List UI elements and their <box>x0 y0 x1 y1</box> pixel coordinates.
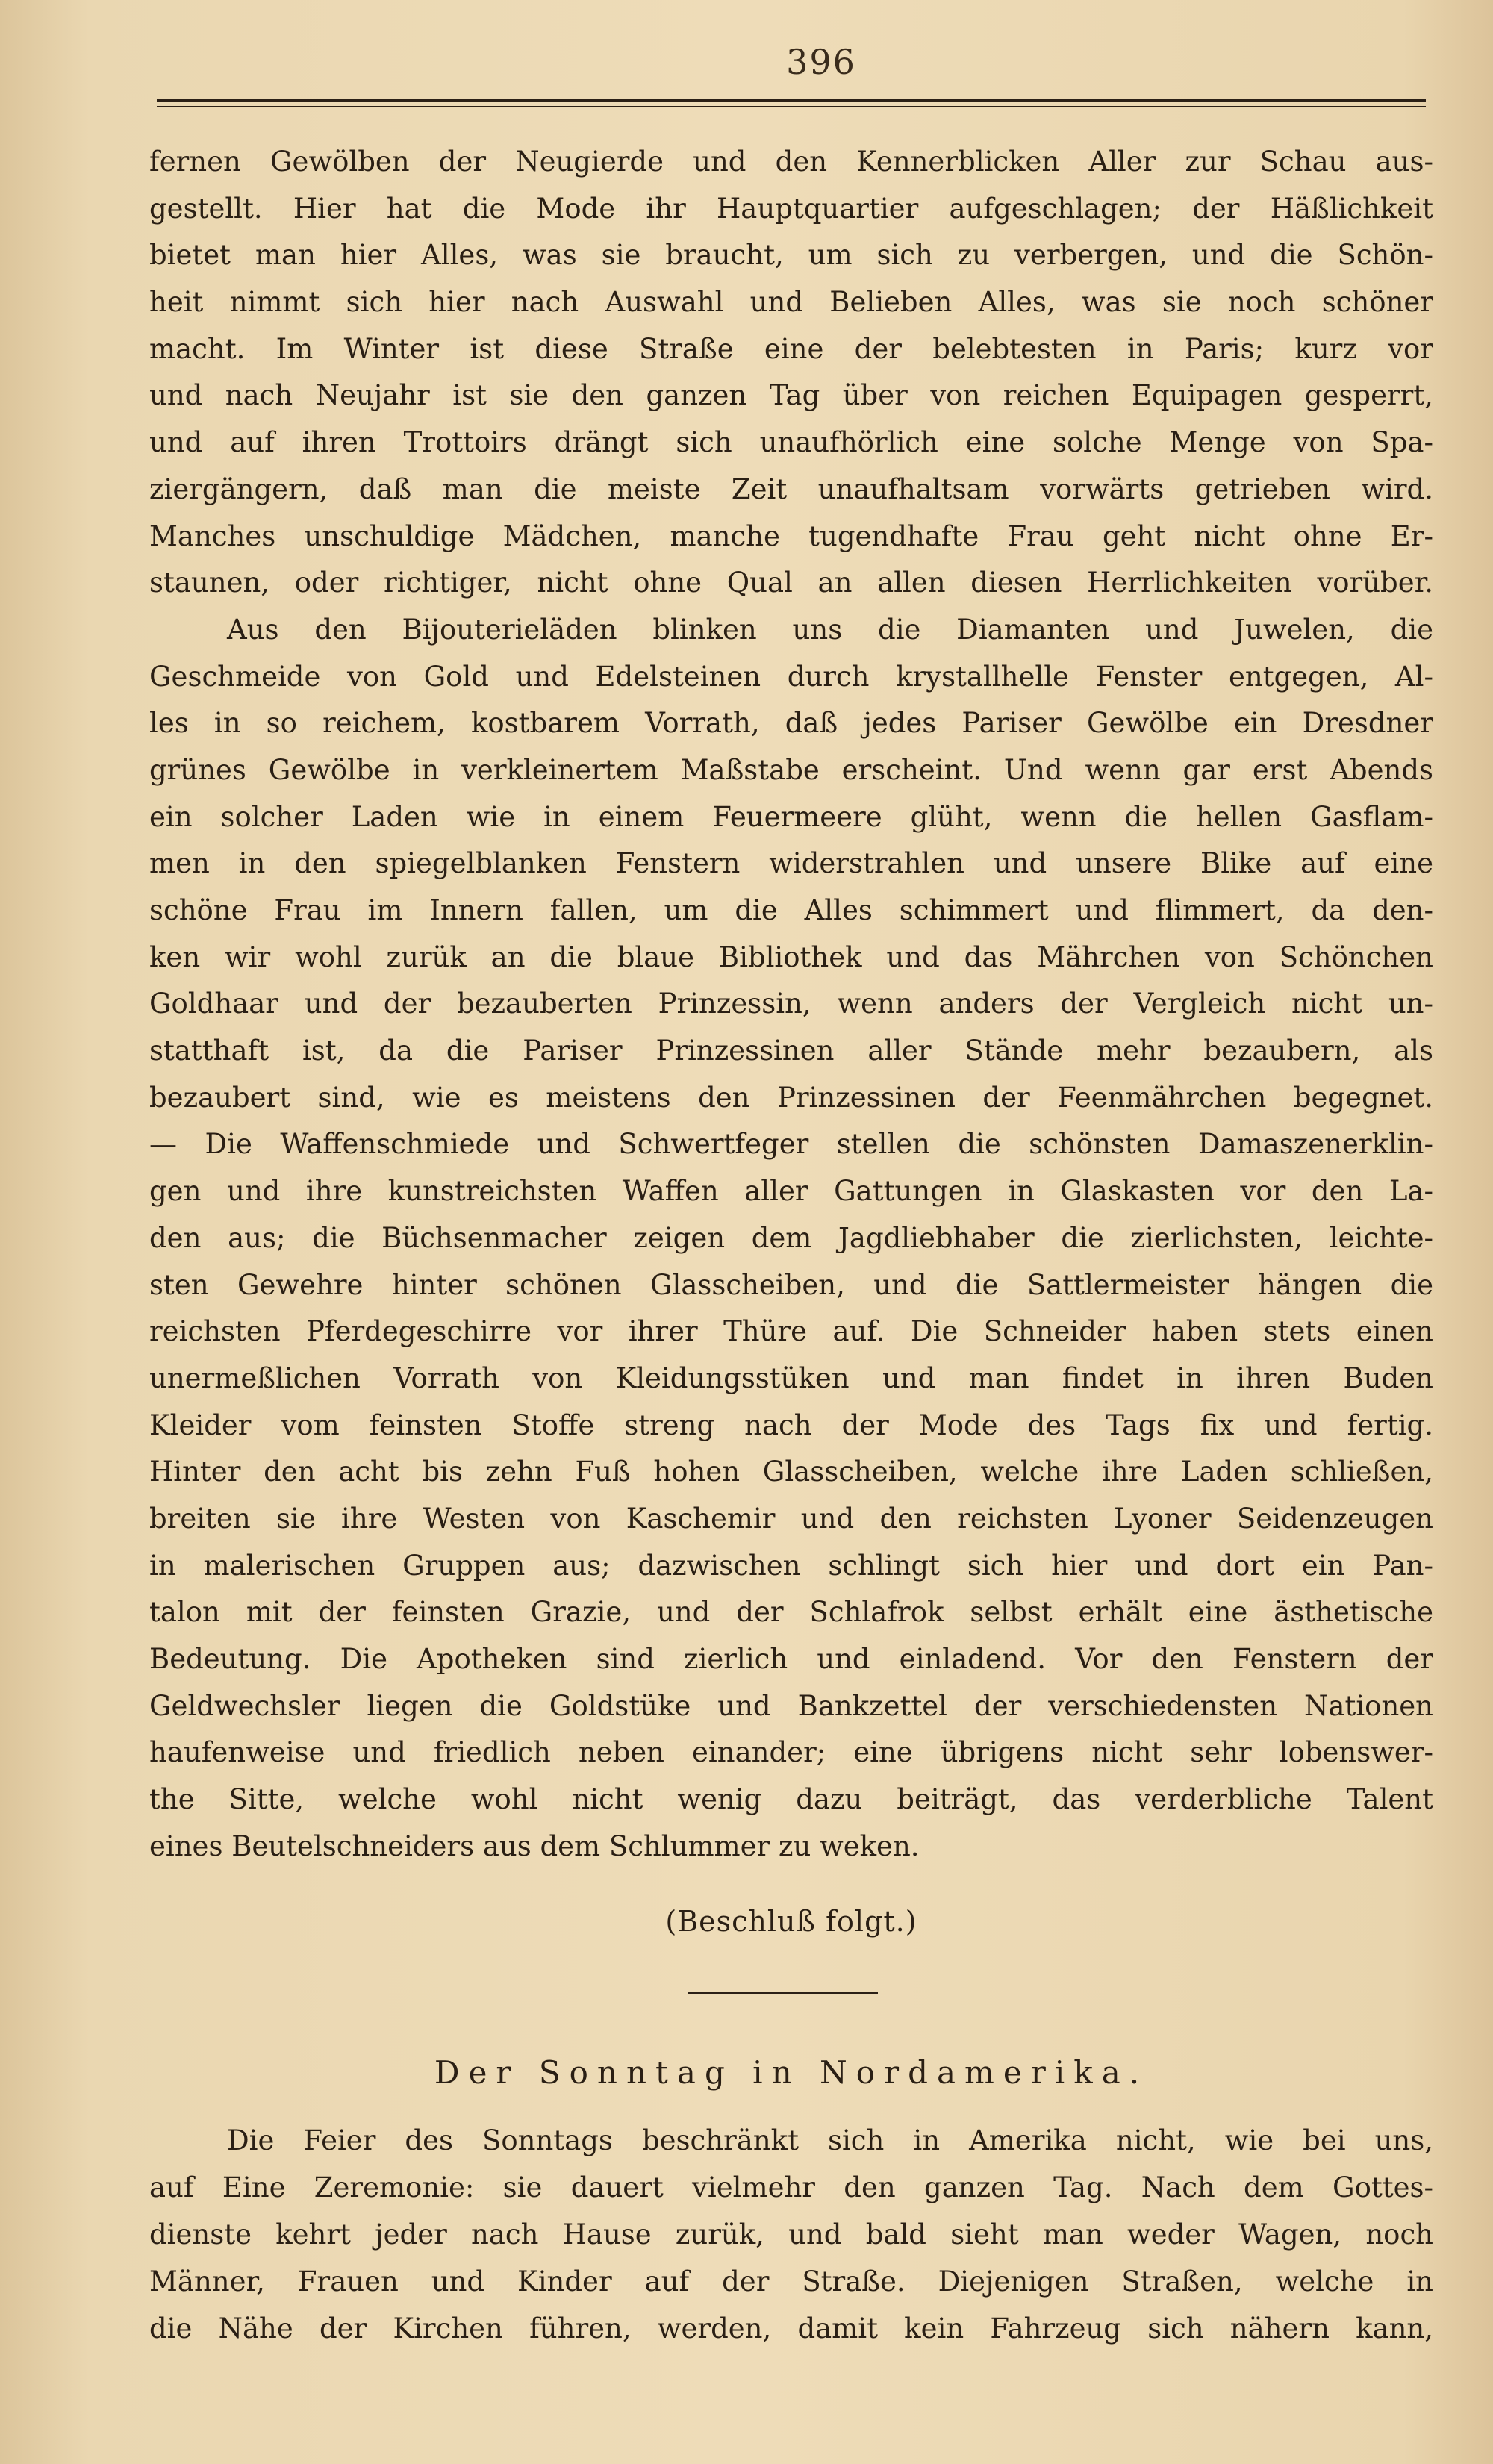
text-line: Hinter den acht bis zehn Fuß hohen Glasscheiben, welche ihre Laden schließen, <box>149 1456 1433 1488</box>
text-line: auf Eine Zeremonie: sie dauert vielmehr den ganzen Tag. Nach dem Gottes- <box>149 2171 1433 2203</box>
text-line: den aus; die Büchsenmacher zeigen dem Jagdliebhaber die zierlichsten, leichte- <box>149 1221 1433 1254</box>
continued-note: (Beschluß folgt.) <box>665 1905 917 1938</box>
text-line: dienste kehrt jeder nach Hause zurük, und bald sieht man weder Wagen, noch <box>149 2218 1433 2251</box>
text-line: haufenweise und friedlich neben einander; eine übrigens nicht sehr lobenswer- <box>149 1736 1433 1769</box>
text-line: Geldwechsler liegen die Goldstüke und Bankzettel der verschiedensten Nationen <box>149 1689 1433 1722</box>
text-line: ken wir wohl zurük an die blaue Bibliothek und das Mährchen von Schönchen <box>149 941 1433 973</box>
text-line: Manches unschuldige Mädchen, manche tugendhafte Frau geht nicht ohne Er- <box>149 520 1433 552</box>
text-line: the Sitte, welche wohl nicht wenig dazu beiträgt, das verderbliche Talent <box>149 1783 1433 1816</box>
text-line: les in so reichem, kostbarem Vorrath, daß jedes Pariser Gewölbe ein Dresdner <box>149 707 1433 740</box>
text-line: sten Gewehre hinter schönen Glasscheiben, und die Sattlermeister hängen die <box>149 1268 1433 1301</box>
text-line: Geschmeide von Gold und Edelsteinen durch krystallhelle Fenster entgegen, Al- <box>149 660 1433 693</box>
text-line: die Nähe der Kirchen führen, werden, damit kein Fahrzeug sich nähern kann, <box>149 2312 1433 2345</box>
text-line: Bedeutung. Die Apotheken sind zierlich und einladend. Vor den Fenstern der <box>149 1643 1433 1675</box>
text-line: statthaft ist, da die Pariser Prinzessinen aller Stände mehr bezaubern, als <box>149 1035 1433 1067</box>
text-line: und auf ihren Trottoirs drängt sich unaufhörlich eine solche Menge von Spa- <box>149 426 1433 459</box>
text-line: heit nimmt sich hier nach Auswahl und Belieben Alles, was sie noch schöner <box>149 286 1433 319</box>
paragraph-start-line: Die Feier des Sonntags beschränkt sich in Amerika nicht, wie bei uns, <box>227 2124 1433 2156</box>
section-divider <box>688 1992 878 1994</box>
text-line: bezaubert sind, wie es meistens den Prinzessinen der Feenmährchen begegnet. <box>149 1081 1433 1114</box>
text-line: talon mit der feinsten Grazie, und der Schlafrok selbst erhält eine ästhetische <box>149 1596 1433 1629</box>
text-line: eines Beutelschneiders aus dem Schlummer zu weken. <box>149 1830 920 1862</box>
text-line: reichsten Pferdegeschirre vor ihrer Thüre auf. Die Schneider haben stets einen <box>149 1315 1433 1348</box>
text-line: schöne Frau im Innern fallen, um die Alles schimmert und flimmert, da den- <box>149 894 1433 926</box>
header-rule <box>157 99 1426 102</box>
text-line: ein solcher Laden wie in einem Feuermeere glüht, wenn die hellen Gasflam- <box>149 800 1433 833</box>
article-body <box>149 139 1433 1870</box>
page-number: 396 <box>786 42 856 82</box>
text-line: fernen Gewölben der Neugierde und den Kennerblicken Aller zur Schau aus- <box>149 146 1433 178</box>
section-heading: Der Sonntag in Nordamerika. <box>434 2054 1149 2091</box>
text-line: men in den spiegelblanken Fenstern widerstrahlen und unsere Blike auf eine <box>149 847 1433 880</box>
text-line: unermeßlichen Vorrath von Kleidungsstüken und man findet in ihren Buden <box>149 1362 1433 1394</box>
text-line: bietet man hier Alles, was sie braucht, um sich zu verbergen, und die Schön- <box>149 239 1433 272</box>
text-line: gestellt. Hier hat die Mode ihr Hauptquartier aufgeschlagen; der Häßlichkeit <box>149 192 1433 225</box>
article-body-2 <box>149 2117 1433 2352</box>
paragraph-start-line: Aus den Bijouterieläden blinken uns die Diamanten und Juwelen, die <box>227 613 1433 646</box>
text-line: — Die Waffenschmiede und Schwertfeger stellen die schönsten Damaszenerklin- <box>149 1128 1433 1161</box>
text-line: grünes Gewölbe in verkleinertem Maßstabe erscheint. Und wenn gar erst Abends <box>149 753 1433 786</box>
text-line: staunen, oder richtiger, nicht ohne Qual an allen diesen Herrlichkeiten vorüber. <box>149 567 1433 599</box>
text-line: macht. Im Winter ist diese Straße eine der belebtesten in Paris; kurz vor <box>149 332 1433 365</box>
text-line: ziergängern, daß man die meiste Zeit unaufhaltsam vorwärts getrieben wird. <box>149 472 1433 505</box>
text-line: in malerischen Gruppen aus; dazwischen schlingt sich hier und dort ein Pan- <box>149 1549 1433 1582</box>
text-line: und nach Neujahr ist sie den ganzen Tag über von reichen Equipagen gesperrt, <box>149 379 1433 412</box>
text-line: Goldhaar und der bezauberten Prinzessin, wenn anders der Vergleich nicht un- <box>149 988 1433 1020</box>
text-line: breiten sie ihre Westen von Kaschemir und den reichsten Lyoner Seidenzeugen <box>149 1502 1433 1535</box>
text-line: Kleider vom feinsten Stoffe streng nach der Mode des Tags fix und fertig. <box>149 1409 1433 1441</box>
text-line: Männer, Frauen und Kinder auf der Straße. Diejenigen Straßen, welche in <box>149 2265 1433 2298</box>
text-line: gen und ihre kunstreichsten Waffen aller Gattungen in Glaskasten vor den La- <box>149 1175 1433 1208</box>
